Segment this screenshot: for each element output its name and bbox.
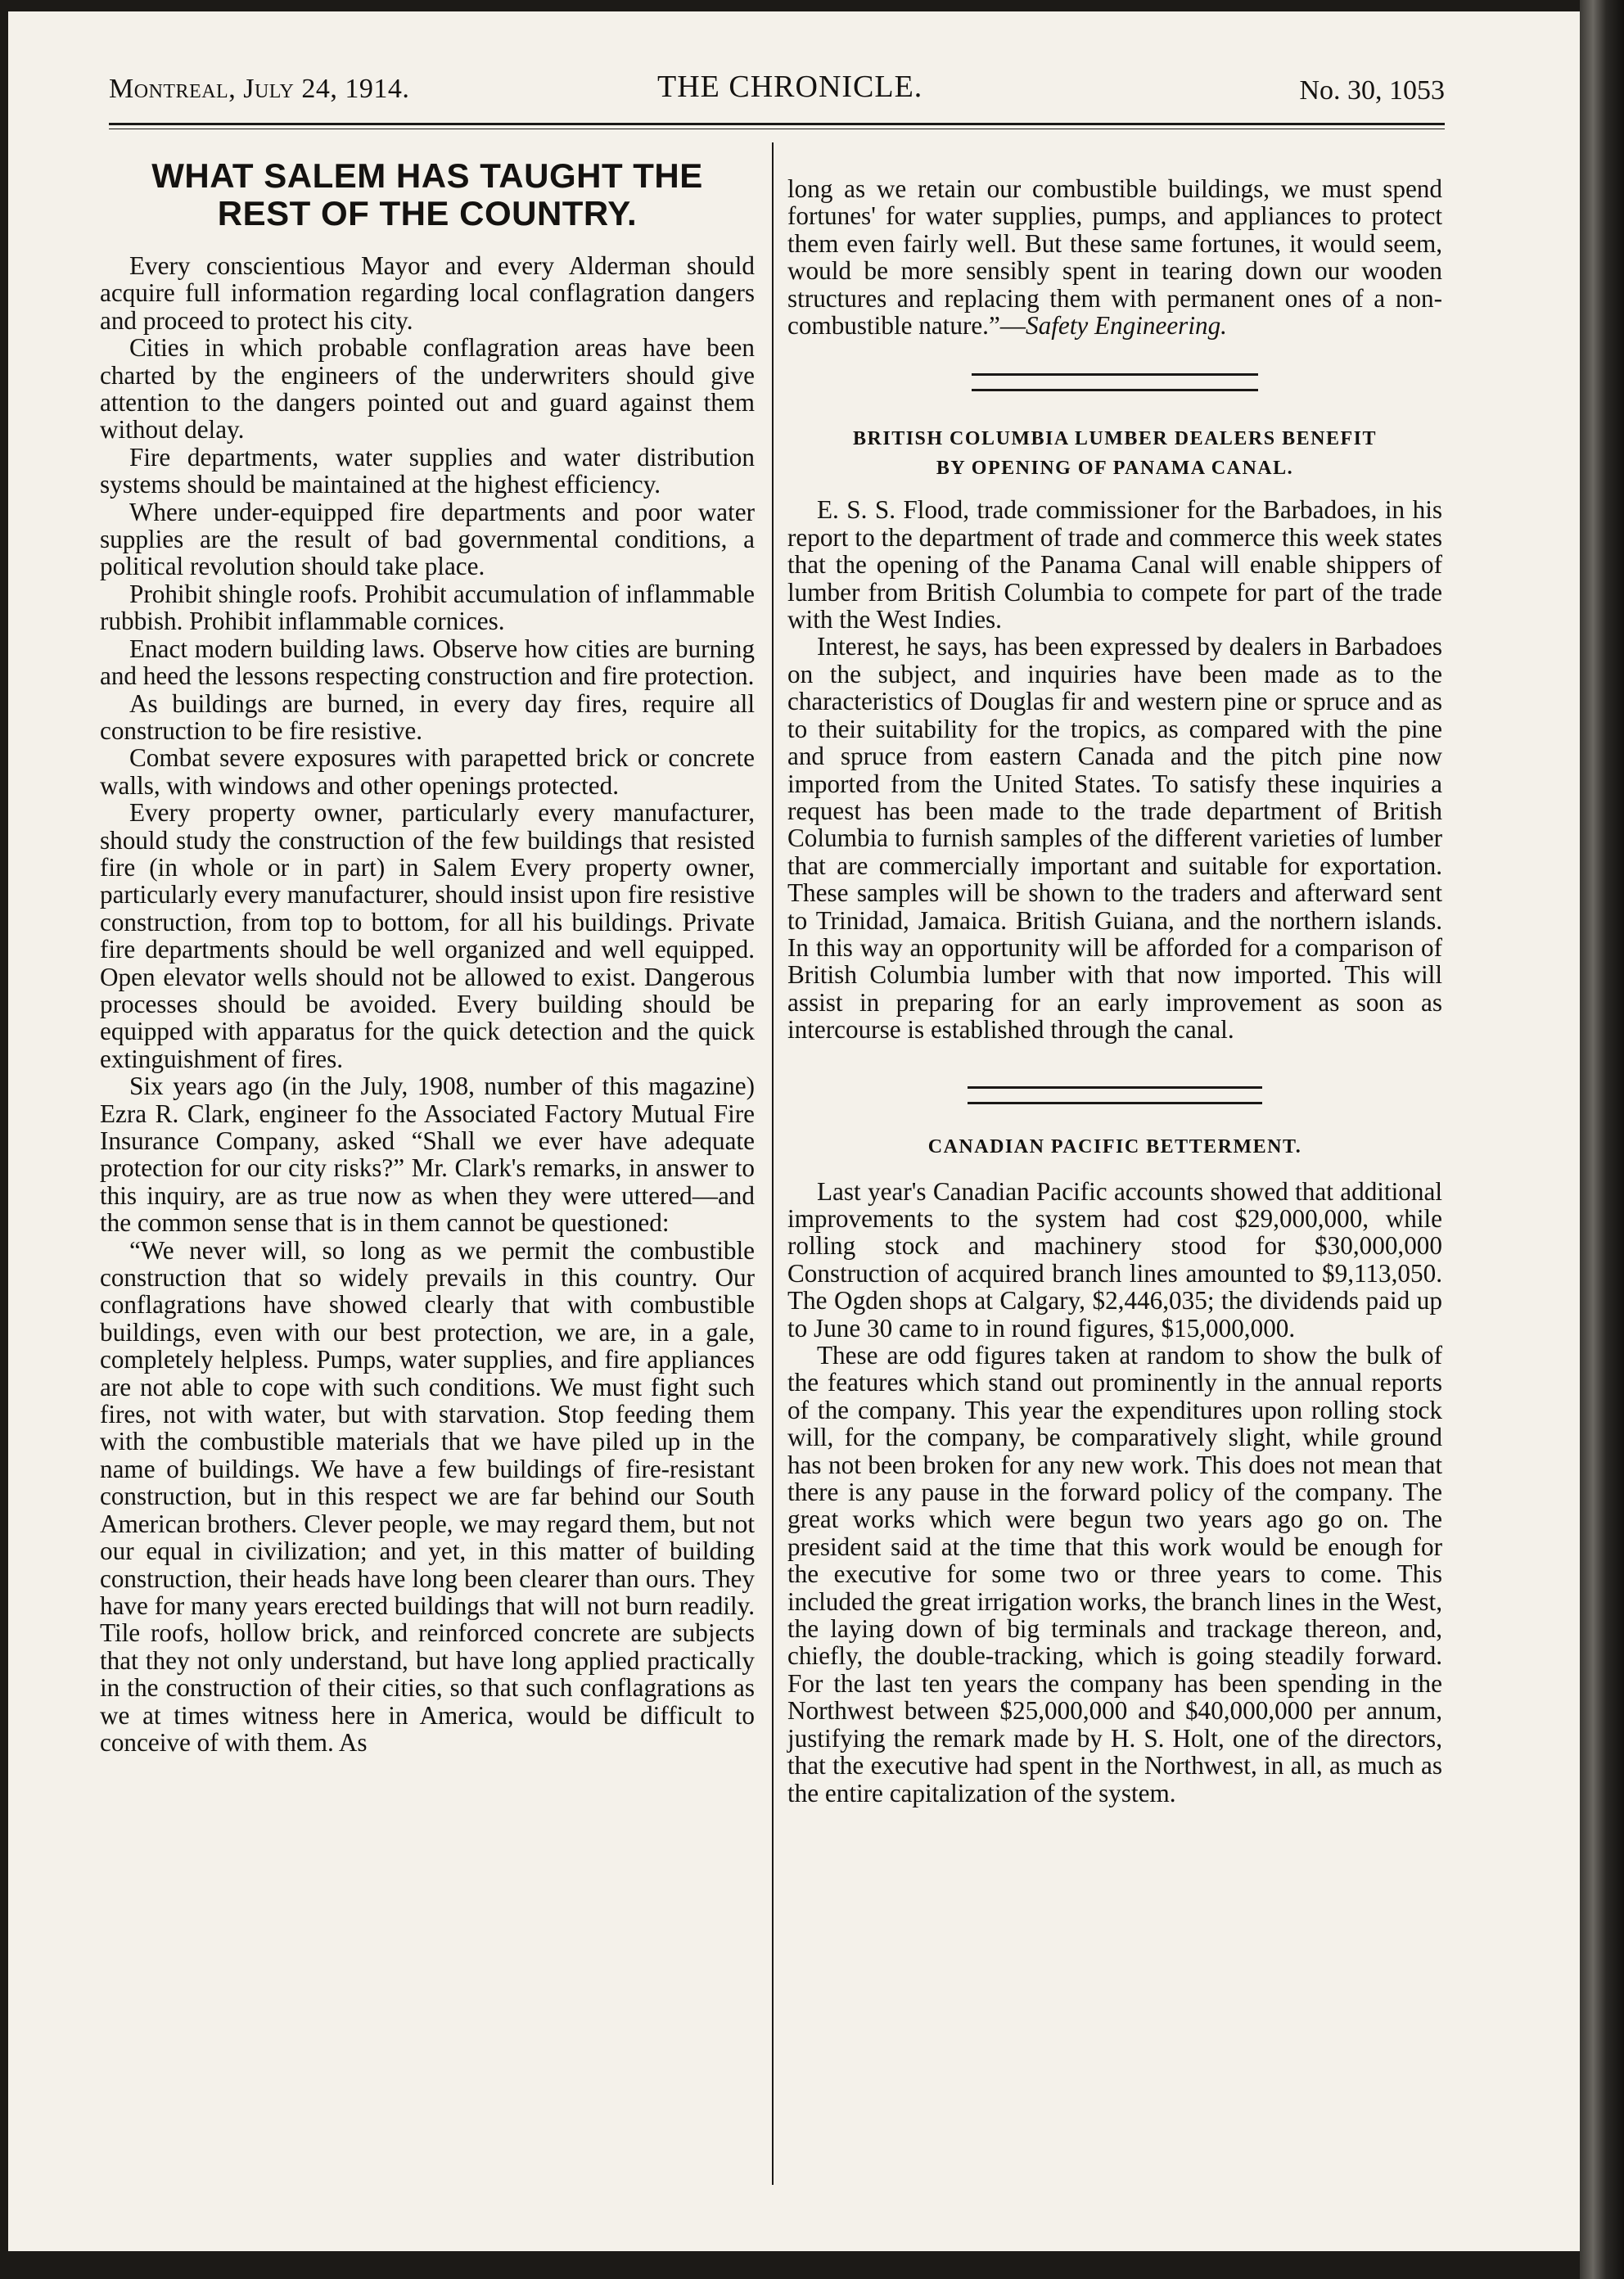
paragraph: Every conscientious Mayor and every Alderman should acquire full information regarding local conflagration dangers and proceed to protect his city.: [100, 251, 755, 335]
section-divider-ornament: [972, 373, 1258, 391]
article-heading-lumber-line2: BY OPENING OF PANAMA CANAL.: [936, 458, 1294, 480]
paragraph: Prohibit shingle roofs. Prohibit accumulation of inflammable rubbish. Prohibit inflammable cornices.: [100, 579, 755, 636]
column-divider: [772, 142, 774, 2185]
header-rule: [109, 123, 1445, 129]
header-dateline: Montreal, July 24, 1914.: [109, 74, 410, 104]
paragraph: These are odd figures taken at random to show the bulk of the features which stand out prominently in the annual reports of the company. This year the expenditures upon rolling stock will, for the company, be comparatively slight, while ground has not been broken for any new work. This does not mean that there is any pause in the forward policy of the company. The great works which were begun two years ago go on. The president said at the time that this work would be enough for the executive for some two or three years to come. This included the great irrigation works, the branch lines in the West, the laying down of big terminals and trackage thereon, and, chiefly, the double-tracking, which is going steadily forward. For the last ten years the company has been spending in the Northwest between $25,000,000 and $40,000,000 per annum, justifying the remark made by H. S. Holt, one of the directors, that the executive had spent in the Northwest, in all, as much as the entire capitalization of the system.: [787, 1341, 1442, 1807]
paragraph: E. S. S. Flood, trade commissioner for the Barbadoes, in his report to the department of trade and commerce this week states that the opening of the Panama Canal will enable shippers of lumber from British Columbia to compete for part of the trade with the West Indies.: [787, 495, 1442, 634]
right-column: [787, 175, 1442, 1807]
page-header: [109, 67, 1445, 116]
header-issue-number: No. 30, 1053: [1299, 75, 1445, 106]
article-title-line1: WHAT SALEM HAS TAUGHT THE: [151, 156, 703, 195]
paragraph: Where under-equipped fire departments and poor water supplies are the result of bad governmental conditions, a political revolution should take place.: [100, 497, 755, 581]
paragraph: Cities in which probable conflagration areas have been charted by the engineers of the underwriters should give attention to the dangers pointed out and guard against them without delay.: [100, 333, 755, 445]
paragraph: Six years ago (in the July, 1908, number of this magazine) Ezra R. Clark, engineer fo the Associated Factory Mutual Fire Insurance Company, asked “Shall we ever have adequate protection for our city risks?” Mr. Clark's remarks, in answer to this inquiry, are as true now as when they were uttered—and the common sense that is in them cannot be questioned:: [100, 1072, 755, 1238]
left-column: [100, 151, 755, 1756]
article-title-line2: REST OF THE COUNTRY.: [217, 194, 638, 232]
paragraph: Combat severe exposures with parapetted brick or concrete walls, with windows and other openings protected.: [100, 743, 755, 800]
paragraph: Fire departments, water supplies and water distribution systems should be maintained at the highest efficiency.: [100, 442, 755, 499]
continuation-text: long as we retain our combustible buildings, we must spend fortunes' for water supplies, pumps, and appliances to protect them even fairly well. But these same fortunes, it would seem, would be more sensibly spent in tearing down our wooden structures and replacing them with permanent ones of a non-combustible nature.”—: [787, 174, 1442, 341]
continuation-paragraph: [787, 175, 1442, 339]
newspaper-page: [8, 11, 1580, 2251]
continuation-source: Safety Engineering.: [1026, 311, 1227, 341]
book-binding-edge: [1580, 0, 1624, 2279]
paragraph: Every property owner, particularly every manufacturer, should study the construction of the few buildings that resisted fire (in whole or in part) in Salem Every property owner, particularly every manufacturer, should insist upon fire resistive construction, from top to bottom, for all his buildings. Private fire departments should be well organized and well equipped. Open elevator wells should not be allowed to exist. Dangerous processes should be avoided. Every building should be equipped with apparatus for the quick detection and the quick extinguishment of fires.: [100, 798, 755, 1073]
section-divider-ornament: [968, 1086, 1262, 1104]
paragraph: As buildings are burned, in every day fires, require all construction to be fire resistive.: [100, 688, 755, 745]
paragraph: Enact modern building laws. Observe how cities are burning and heed the lessons respecting construction and fire protection.: [100, 634, 755, 691]
header-publication-title: THE CHRONICLE.: [657, 70, 923, 104]
article-title: [100, 157, 755, 232]
article-heading-canadian-pacific: CANADIAN PACIFIC BETTERMENT.: [927, 1135, 1302, 1158]
article-heading-lumber-line1: BRITISH COLUMBIA LUMBER DEALERS BENEFIT: [853, 428, 1377, 450]
paragraph: Last year's Canadian Pacific accounts showed that additional improvements to the system had cost $29,000,000, while rolling stock and machinery stood for $30,000,000 Construction of acquired branch lines amounted to $9,113,050. The Ogden shops at Calgary, $2,446,035; the dividends paid up to June 30 came to in round figures, $15,000,000.: [787, 1176, 1442, 1343]
paragraph: Interest, he says, has been expressed by dealers in Barbadoes on the subject, and inquiries have been made as to the characteristics of Douglas fir and western pine or spruce and as to their suitability for the tropics, as compared with the pine and spruce from eastern Canada and the pitch pine now imported from the United States. To satisfy these inquiries a request has been made to the trade department of British Columbia to furnish samples of the different varieties of lumber that are commercially important and suitable for exportation. These samples will be shown to the traders and afterward sent to Trinidad, Jamaica. British Guiana, and the northern islands. In this way an opportunity will be afforded for a comparison of British Columbia lumber with that now imported. This will assist in preparing for an early improvement as soon as intercourse is established through the canal.: [787, 632, 1442, 1045]
article-heading-lumber: [787, 424, 1442, 483]
paragraph: “We never will, so long as we permit the combustible construction that so widely prevails in this country. Our conflagrations have showed clearly that with combustible buildings, even with our best protection, we are, in a gale, completely helpless. Pumps, water supplies, and fire appliances are not able to cope with such conditions. We must fight such fires, not with water, but with starvation. Stop feeding them with the combustible materials that we have piled up in the name of buildings. We have a few buildings of fire-resistant construction, but in this respect we are far behind our South American brothers. Clever people, we may regard them, but not our equal in civilization; and yet, in this matter of building construction, their heads have long been clearer than ours. They have for many years erected buildings that will not burn readily. Tile roofs, hollow brick, and reinforced concrete are subjects that they not only understand, but have long applied practically in the construction of their cities, so that such conflagrations as we at times witness here in America, would be difficult to conceive of with them. As: [100, 1235, 755, 1757]
